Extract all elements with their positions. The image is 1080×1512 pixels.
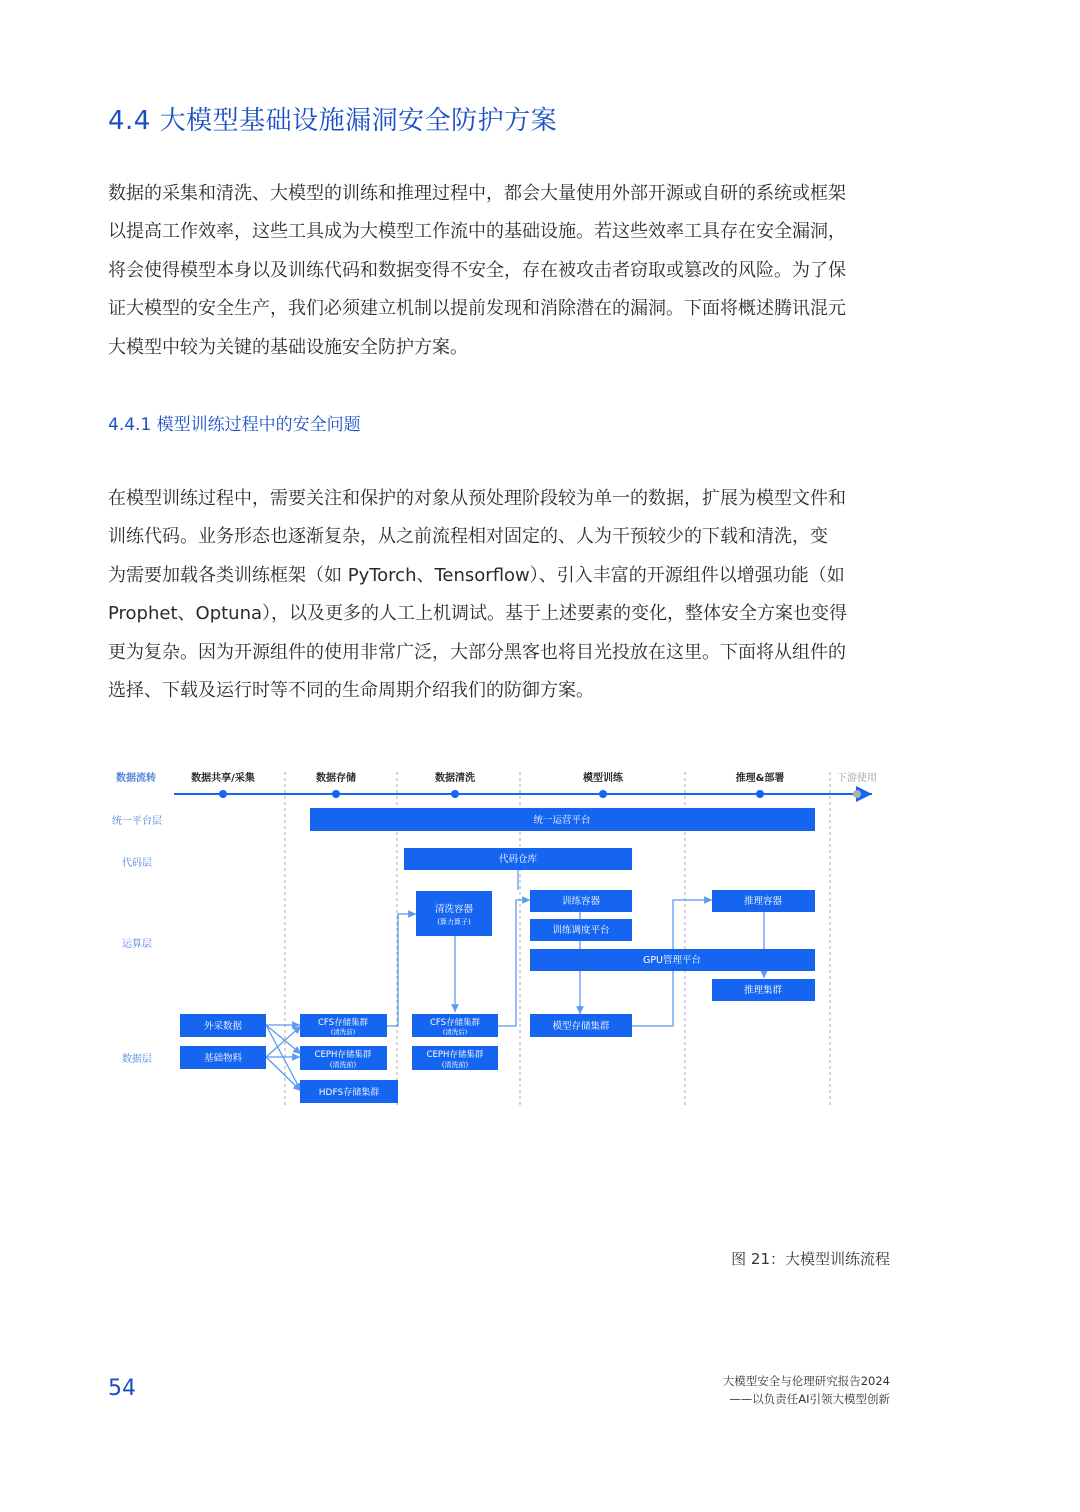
- ceph-store-before-sublabel: (清洗前): [329, 1061, 357, 1069]
- layer-label: 运算层: [122, 939, 152, 950]
- paragraph-line: 选择、下载及运行时等不同的生命周期介绍我们的防御方案。: [108, 680, 594, 702]
- training-flow-diagram: [100, 760, 900, 1120]
- stage-dot: [451, 790, 459, 798]
- paragraph-line: 证大模型的安全生产，我们必须建立机制以提前发现和消除潜在的漏洞。下面将概述腾讯混元: [108, 298, 846, 320]
- ceph-store-before-label: CEPH存储集群: [314, 1050, 372, 1060]
- paragraph-line: Prophet、Optuna），以及更多的人工上机调试。基于上述要素的变化，整体安全方案也变得: [108, 603, 848, 625]
- connector: [266, 1026, 301, 1057]
- connector: [498, 900, 530, 1026]
- subsection-title: 4.4.1 模型训练过程中的安全问题: [108, 415, 361, 435]
- cfs-store-after-label: CFS存储集群: [429, 1018, 481, 1028]
- ceph-store-after-label: CEPH存储集群: [426, 1050, 484, 1060]
- cfs-store-before-sublabel: (清洗前): [330, 1028, 356, 1036]
- report-subtitle: ——以负责任AI引领大模型创新: [729, 1392, 890, 1406]
- layer-label: 数据层: [122, 1054, 152, 1065]
- train-container-label: 训练容器: [561, 896, 601, 907]
- clean-container-label: 清洗容器: [434, 904, 474, 915]
- gpu-platform-label: GPU管理平台: [642, 955, 702, 966]
- subsection-paragraph: [108, 480, 898, 710]
- paragraph-line: 将会使得模型本身以及训练代码和数据变得不安全，存在被攻击者窃取或篡改的风险。为了保: [108, 259, 846, 281]
- paragraph-line: 更为复杂。因为开源组件的使用非常广泛，大部分黑客也将目光投放在这里。下面将从组件的: [108, 641, 846, 663]
- connector: [266, 1025, 301, 1091]
- paragraph-line: 训练代码。业务形态也逐渐复杂，从之前流程相对固定的、人为干预较少的下载和清洗，变: [108, 526, 828, 548]
- hdfs-store-label: HDFS存储集群: [318, 1088, 380, 1098]
- model-store-label: 模型存储集群: [552, 1021, 610, 1032]
- infer-cluster-label: 推理集群: [743, 985, 783, 996]
- layer-label: 代码层: [122, 858, 152, 869]
- layer-label: 统一平台层: [112, 816, 162, 827]
- connector: [387, 914, 416, 1026]
- page-number: 54: [108, 1376, 136, 1401]
- section-paragraph: [108, 175, 898, 367]
- report-title: 大模型安全与伦理研究报告2024: [722, 1374, 890, 1388]
- paragraph-line: 以提高工作效率，这些工具成为大模型工作流中的基础设施。若这些效率工具存在安全漏洞，: [108, 221, 846, 243]
- flow-label: 数据流转: [116, 773, 156, 784]
- train-schedule-label: 训练调度平台: [552, 925, 610, 936]
- stage-label: 推理&部署: [735, 773, 785, 784]
- paragraph-line: 数据的采集和清洗、大模型的训练和推理过程中，都会大量使用外部开源或自研的系统或框架: [108, 183, 846, 204]
- stage-dot: [332, 790, 340, 798]
- stage-dot-downstream: [853, 790, 861, 798]
- stage-label: 数据清洗: [435, 773, 475, 784]
- paragraph-line: 为需要加载各类训练框架（如 PyTorch、Tensorflow）、引入丰富的开源组件以增强功能（如: [108, 564, 845, 586]
- paragraph-line: 在模型训练过程中，需要关注和保护的对象从预处理阶段较为单一的数据，扩展为模型文件和: [108, 488, 846, 509]
- report-title-block: [723, 1372, 890, 1408]
- ceph-store-after-sublabel: (清洗前): [441, 1061, 469, 1069]
- infer-container-label: 推理容器: [743, 896, 783, 907]
- connector: [266, 1025, 301, 1054]
- stage-label: 数据共享/采集: [191, 773, 255, 784]
- external-data-label: 外采数据: [203, 1021, 243, 1032]
- stage-label: 模型训练: [583, 773, 623, 784]
- stage-dot: [599, 790, 607, 798]
- figure-caption: 图 21：大模型训练流程: [731, 1250, 890, 1268]
- cfs-store-after-sublabel: (清洗后): [442, 1028, 468, 1036]
- code-repo-label: 代码仓库: [498, 854, 538, 865]
- section-title: 4.4 大模型基础设施漏洞安全防护方案: [108, 106, 558, 136]
- paragraph-line: 大模型中较为关键的基础设施安全防护方案。: [108, 336, 468, 358]
- cfs-store-before-label: CFS存储集群: [317, 1018, 369, 1028]
- stage-dot: [219, 790, 227, 798]
- stage-dot: [756, 790, 764, 798]
- stage-label-downstream: 下游使用: [837, 773, 877, 784]
- stage-label: 数据存储: [316, 773, 356, 784]
- unified-ops-platform-label: 统一运营平台: [533, 815, 591, 826]
- base-material-label: 基础物料: [203, 1053, 243, 1064]
- clean-container-sublabel: (算力算子): [437, 918, 471, 926]
- connector: [266, 1057, 301, 1091]
